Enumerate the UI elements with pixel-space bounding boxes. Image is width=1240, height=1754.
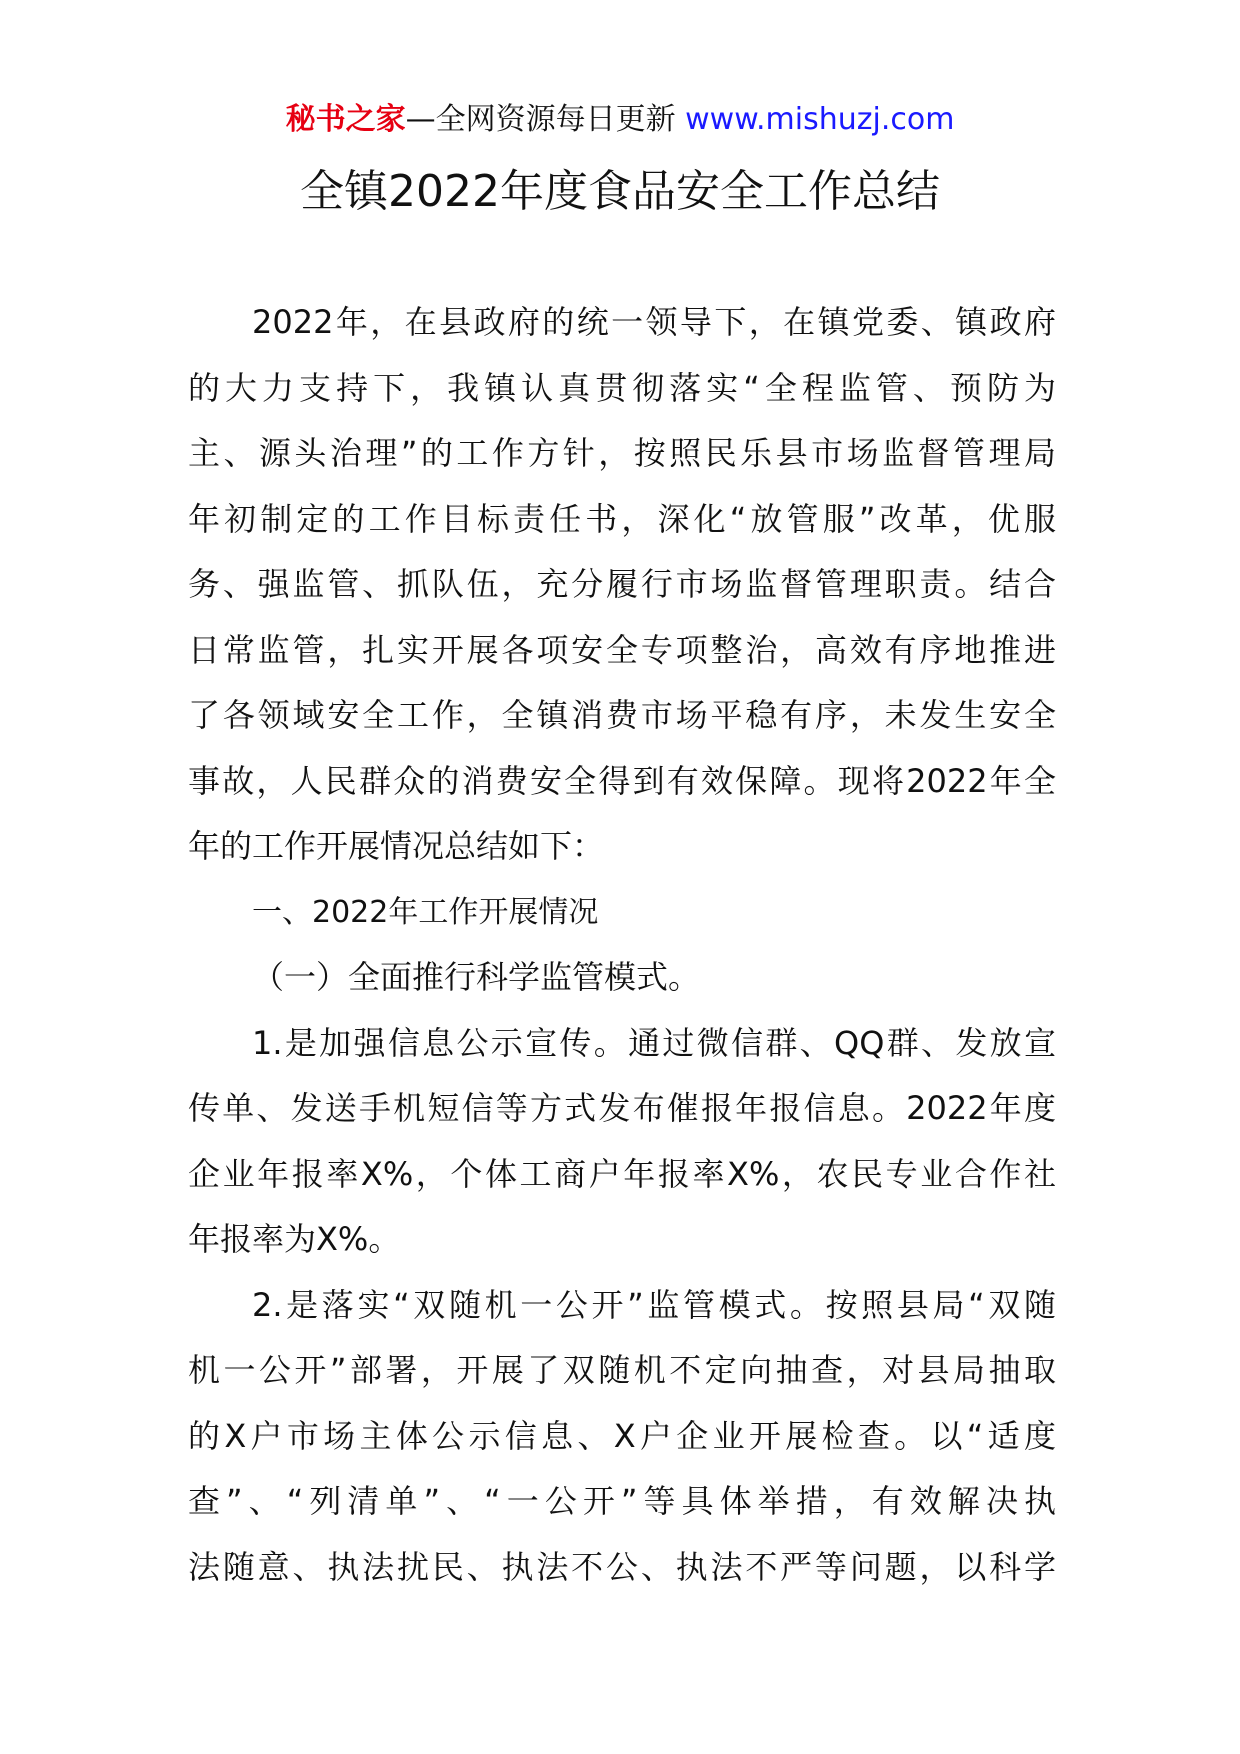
paragraph-line: 日常监管，扎实开展各项安全专项整治，高效有序地推进 (188, 630, 1056, 669)
section-heading: 一、2022年工作开展情况 (252, 894, 599, 930)
document-title: 全镇2022年度食品安全工作总结 (300, 166, 940, 217)
document-body (188, 290, 1056, 1600)
site-header (0, 100, 1240, 140)
paragraph-line: 的X户市场主体公示信息、X户企业开展检查。以“适度 (188, 1416, 1056, 1455)
paragraph-line: 企业年报率X%，个体工商户年报率X%，农民专业合作社 (188, 1154, 1056, 1193)
paragraph-line: 查”、“列清单”、“一公开”等具体举措，有效解决执 (188, 1482, 1056, 1520)
paragraph-line: 年报率为X%。 (188, 1220, 401, 1258)
paragraph-line: 机一公开”部署，开展了双随机不定向抽查，对县局抽取 (188, 1351, 1056, 1389)
paragraph-line: 2022年，在县政府的统一领导下，在镇党委、镇政府 (252, 303, 1056, 341)
paragraph-line: 传单、发送手机短信等方式发布催报年报信息。2022年度 (188, 1089, 1056, 1127)
paragraph-line: 年初制定的工作目标责任书，深化“放管服”改革，优服 (188, 499, 1056, 538)
paragraph-line: 了各领域安全工作，全镇消费市场平稳有序，未发生安全 (188, 696, 1056, 734)
paragraph-line: 年的工作开展情况总结如下： (188, 827, 605, 865)
paragraph-line: 法随意、执法扰民、执法不公、执法不严等问题，以科学 (188, 1547, 1056, 1586)
paragraph-line: 2.是落实“双随机一公开”监管模式。按照县局“双随 (252, 1285, 1056, 1324)
subsection-heading: （一）全面推行科学监管模式。 (252, 958, 701, 996)
paragraph-line: 的大力支持下，我镇认真贯彻落实“全程监管、预防为 (188, 368, 1056, 407)
paragraph-line: 务、强监管、抓队伍，充分履行市场监督管理职责。结合 (188, 565, 1056, 603)
site-brand: 秘书之家 (285, 102, 406, 137)
site-tagline: —全网资源每日更新 (405, 102, 676, 137)
paragraph-line: 主、源头治理”的工作方针，按照民乐县市场监督管理局 (188, 434, 1056, 472)
paragraph-line: 1.是加强信息公示宣传。通过微信群、QQ群、发放宣 (252, 1023, 1056, 1062)
site-url-link[interactable]: www.mishuzj.com (685, 102, 955, 137)
paragraph-line: 事故，人民群众的消费安全得到有效保障。现将2022年全 (188, 761, 1056, 800)
